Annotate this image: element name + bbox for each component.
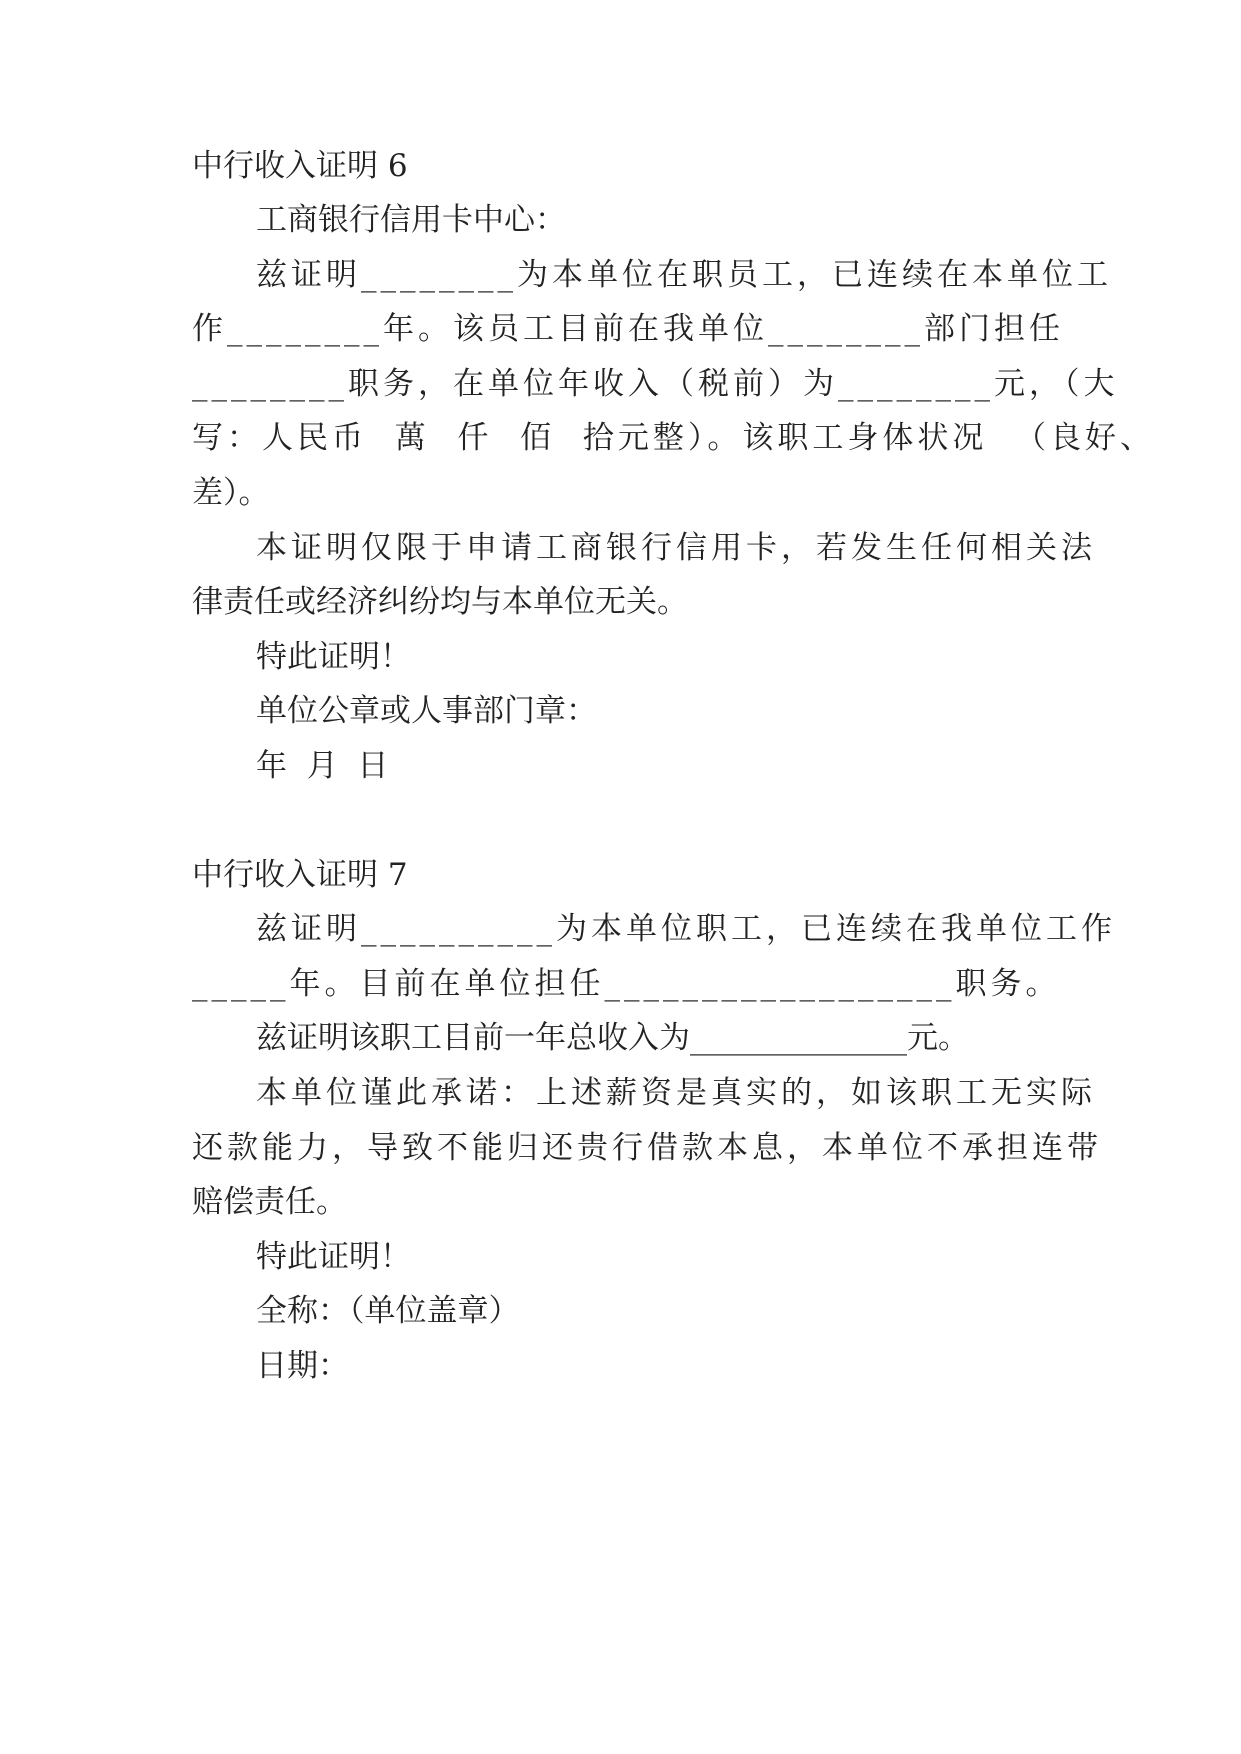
section6-para1-line1: 兹证明________为本单位在职员工，已连续在本单位工 (256, 257, 1112, 293)
section7-closing: 特此证明！ (256, 1239, 411, 1275)
section7-title: 中行收入证明 7 (192, 857, 408, 893)
section6-para2-line1: 本证明仅限于申请工商银行信用卡，若发生任何相关法 (256, 530, 1096, 566)
section7-para3-line2: 还款能力，导致不能归还贵行借款本息，本单位不承担连带 (192, 1130, 1102, 1166)
section7-para2: 兹证明该职工目前一年总收入为______________元。 (256, 1020, 969, 1056)
section6-closing: 特此证明！ (256, 639, 411, 675)
section6-para1-line2: 作________年。该员工目前在我单位________部门担任 (192, 311, 1064, 347)
section6-seal: 单位公章或人事部门章： (256, 693, 597, 729)
section7-para3-line3: 赔偿责任。 (192, 1184, 347, 1220)
section7-fullname: 全称：（单位盖章） (256, 1293, 520, 1329)
section6-title: 中行收入证明 6 (192, 148, 408, 184)
section7-date: 日期： (256, 1348, 349, 1384)
section6-addressee: 工商银行信用卡中心： (256, 202, 566, 238)
section7-para1-line2: _____年。目前在单位担任__________________职务。 (192, 966, 1061, 1002)
section6-para1-line4: 写：人民币 萬 仟 佰 拾元整）。该职工身体状况 （良好、 (192, 420, 1156, 456)
section7-para1-line1: 兹证明__________为本单位职工，已连续在我单位工作 (256, 911, 1116, 947)
section6-para2-line2: 律责任或经济纠纷均与本单位无关。 (192, 584, 688, 620)
section6-date: 年 月 日 (256, 748, 389, 784)
section6-para1-line3: ________职务，在单位年收入（税前）为________元，（大 (192, 366, 1119, 402)
section6-para1-line5: 差）。 (192, 475, 270, 511)
section7-para3-line1: 本单位谨此承诺：上述薪资是真实的，如该职工无实际 (256, 1075, 1096, 1111)
